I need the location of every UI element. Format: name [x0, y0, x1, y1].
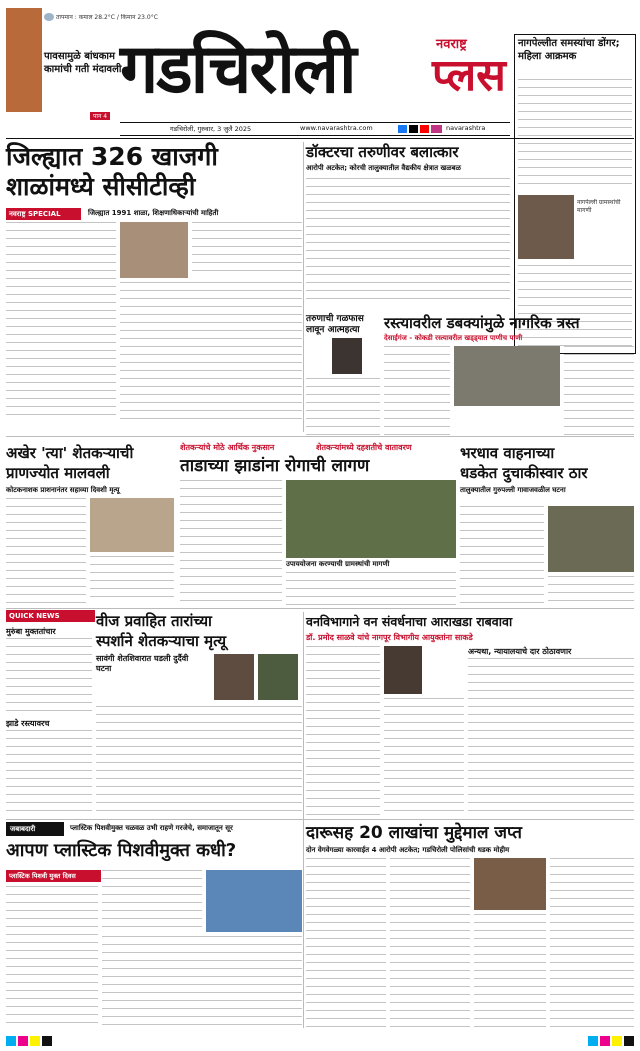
- story-accident-headline-2[interactable]: धडकेत दुचाकीस्वार ठार: [460, 464, 588, 482]
- story-doctor: [306, 142, 510, 310]
- story-potholes-sub: देसाईगंज - कोकडी रस्त्यावरील खड्ड्यात पाणीच पाणी: [384, 334, 523, 342]
- story-forest: [306, 614, 634, 818]
- story-forest-body-2: [384, 698, 464, 816]
- quick-news-item-2[interactable]: झाडे रस्त्यावरच: [6, 719, 50, 728]
- story-farmer-death-headline-1[interactable]: अखेर 'त्या' शेतकऱ्याची: [6, 444, 134, 462]
- story-electrocution-photo-1: [214, 654, 254, 700]
- banner-strip: [180, 442, 456, 454]
- top-right-photo: [518, 195, 574, 259]
- story-liquor-body-2: [390, 858, 470, 1030]
- banner-left: शेतकऱ्यांचे मोठे आर्थिक नुकसान: [180, 443, 275, 452]
- strip-label: जबाबदारी: [6, 822, 64, 836]
- story-suicide-body: [306, 378, 380, 436]
- story-farmer-death-body: [6, 498, 86, 604]
- brand-box: [432, 34, 508, 112]
- story-suicide-headline[interactable]: तरुणाची गळफास लावून आत्महत्या: [306, 314, 364, 335]
- reg-mark-black: [42, 1036, 52, 1046]
- quick-news-body-2: [6, 730, 92, 816]
- story-plastic-body-3: [102, 936, 302, 1030]
- story-potholes-body-2: [564, 346, 634, 436]
- story-cctv-body-3: [120, 282, 302, 422]
- social-handle[interactable]: navarashtra: [446, 124, 486, 132]
- story-electrocution-headline-1[interactable]: वीज प्रवाहित तारांच्या: [96, 612, 212, 630]
- story-accident-body-2: [548, 576, 634, 606]
- story-electrocution: [96, 612, 302, 816]
- special-tag: नवराष्ट्र SPECIAL: [6, 208, 81, 220]
- brand-top: नवराष्ट्र: [436, 37, 467, 52]
- reg-mark-cyan-2: [588, 1036, 598, 1046]
- top-right-column: [514, 34, 636, 354]
- responsibility-strip: [6, 822, 302, 836]
- story-cctv-headline-1[interactable]: जिल्ह्यात 326 खाजगी: [6, 142, 218, 171]
- quick-news: [6, 610, 92, 818]
- story-forest-sub-2: अन्यथा, न्यायालयाचे दार ठोठावणार: [468, 647, 572, 656]
- story-accident: [460, 444, 634, 608]
- rule-mid-1: [6, 436, 634, 437]
- story-plastic-photo: [206, 870, 302, 932]
- reg-mark-magenta: [18, 1036, 28, 1046]
- story-liquor-sub: दोन वेगवेगळ्या कारवाईत 4 आरोपी अटकेत; गडचिरोली पोलिसांची धडक मोहीम: [306, 846, 510, 854]
- story-palm-disease: [180, 456, 456, 608]
- story-liquor-body-1: [306, 858, 386, 1030]
- reg-mark-cyan: [6, 1036, 16, 1046]
- brand-bottom: प्लस: [432, 50, 506, 101]
- story-cctv-body-2: [192, 222, 302, 278]
- story-electrocution-body: [96, 706, 302, 814]
- story-forest-portrait: [384, 646, 422, 694]
- story-accident-headline-1[interactable]: भरधाव वाहनाच्या: [460, 444, 555, 462]
- story-liquor-body-4: [550, 858, 634, 1030]
- story-potholes-photo: [454, 346, 560, 406]
- story-palm-disease-photo: [286, 480, 456, 558]
- story-farmer-death: [6, 444, 174, 608]
- story-cctv-body-1: [6, 222, 116, 422]
- dateline-bar: [120, 122, 510, 136]
- story-farmer-death-headline-2[interactable]: प्राणज्योत मालवली: [6, 464, 110, 482]
- story-plastic-body-1: [6, 886, 98, 1030]
- story-cctv-photo: [120, 222, 188, 278]
- rule-col-1: [303, 142, 304, 432]
- story-palm-disease-caption: उपाययोजना करण्याची ग्रामस्थांची मागणी: [286, 560, 390, 568]
- rule-mid-3: [6, 819, 634, 820]
- story-plastic-body-2: [102, 870, 202, 932]
- top-right-body-1: [518, 79, 632, 189]
- teaser-headline[interactable]: पावसामुळे बांधकाम कामांची गती मंदावली: [44, 51, 122, 75]
- story-farmer-death-body-2: [90, 556, 174, 604]
- story-palm-disease-headline[interactable]: ताडाच्या झाडांना रोगाची लागण: [180, 456, 370, 476]
- top-right-headline[interactable]: नागपेल्लीत समस्यांचा डोंगर; महिला आक्रमक: [518, 38, 620, 62]
- reg-mark-yellow-2: [612, 1036, 622, 1046]
- banner-right: शेतकऱ्यांमध्ये दहशतीचे वातावरण: [316, 443, 412, 452]
- rule-col-2: [303, 612, 304, 1028]
- dateline: गडचिरोली, गुरुवार, 3 जुलै 2025: [170, 125, 252, 133]
- story-doctor-sub: आरोपी अटकेत; कोरची तालुक्यातील वैद्यकीय क्षेत्रात खळबळ: [306, 164, 461, 172]
- teaser-photo: [6, 8, 42, 112]
- strip-text: प्लास्टिक पिशवीमुक्त चळवळ उभी राहणे गरजेचे, समाजातून सूर: [70, 824, 233, 832]
- story-doctor-headline[interactable]: डॉक्टरचा तरुणीवर बलात्कार: [306, 143, 459, 161]
- story-cctv-headline-2[interactable]: शाळांमध्ये सीसीटीव्ही: [6, 172, 196, 201]
- story-potholes: [384, 314, 634, 438]
- story-potholes-body-1: [384, 346, 450, 436]
- story-liquor: [306, 822, 634, 1032]
- story-farmer-death-photo: [90, 498, 174, 552]
- story-electrocution-sub: सावंगी शेतशिवारात घडली दुर्दैवी घटना: [96, 654, 189, 673]
- story-electrocution-headline-2[interactable]: स्पर्शाने शेतकऱ्याचा मृत्यू: [96, 632, 227, 650]
- story-forest-body-3: [468, 658, 634, 816]
- story-liquor-headline[interactable]: दारूसह 20 लाखांचा मुद्देमाल जप्त: [306, 823, 522, 843]
- top-right-caption: नागपेल्ली ग्रामस्थांची मागणी: [577, 199, 621, 214]
- story-farmer-death-sub: कोटकनाशक प्राशनानंतर सहाव्या दिवशी मृत्यू: [6, 486, 120, 494]
- story-plastic-headline[interactable]: आपण प्लास्टिक पिशवीमुक्त कधी?: [6, 840, 237, 861]
- reg-mark-black-2: [624, 1036, 634, 1046]
- quick-news-body-1: [6, 638, 92, 714]
- story-electrocution-photo-2: [258, 654, 298, 700]
- story-accident-photo: [548, 506, 634, 572]
- masthead-title: गडचिरोली: [120, 29, 355, 109]
- story-palm-disease-body-1: [180, 480, 282, 604]
- reg-mark-magenta-2: [600, 1036, 610, 1046]
- story-accident-sub: तालुक्यातील गुरुपल्ली गावाजवळील घटना: [460, 486, 566, 494]
- weather-icon: [44, 13, 54, 21]
- quick-news-item-1[interactable]: मुरुंबा मुक्ततांचार: [6, 627, 56, 636]
- story-plastic-tag: प्लास्टिक पिशवी मुक्त दिवस: [6, 870, 101, 882]
- quick-news-label: QUICK NEWS: [6, 610, 95, 622]
- story-forest-headline[interactable]: वनविभागाने वन संवर्धनाचा आराखडा राबवावा: [306, 614, 513, 629]
- story-cctv-sub: जिल्ह्यात 1991 शाळा, शिक्षणाधिकाऱ्यांची माहिती: [88, 209, 219, 217]
- story-forest-sub: डॉ. प्रमोद साळवे यांचे नागपूर विभागीय आयुक्तांना साकडे: [306, 633, 473, 642]
- story-potholes-headline[interactable]: रस्त्यावरील डबक्यांमुळे नागरिक त्रस्त: [384, 314, 580, 332]
- story-liquor-photo: [474, 858, 546, 910]
- website-link[interactable]: www.navarashtra.com: [300, 124, 373, 132]
- story-palm-disease-body-2: [286, 572, 456, 606]
- story-plastic: [6, 838, 302, 1032]
- rule-mid-2: [6, 608, 634, 609]
- teaser-page: पान 4: [90, 112, 110, 120]
- social-icons[interactable]: [398, 125, 442, 133]
- weather-readout: तापमान : कमाल 28.2°C / किमान 23.0°C: [56, 14, 158, 21]
- story-cctv: [6, 142, 302, 424]
- story-suicide-photo: [332, 338, 362, 374]
- story-accident-body: [460, 506, 544, 606]
- rule-top: [6, 138, 634, 139]
- story-doctor-body: [306, 178, 510, 306]
- reg-mark-yellow: [30, 1036, 40, 1046]
- story-liquor-body-3: [474, 914, 546, 1030]
- story-suicide: [306, 314, 380, 438]
- story-forest-body-1: [306, 646, 380, 816]
